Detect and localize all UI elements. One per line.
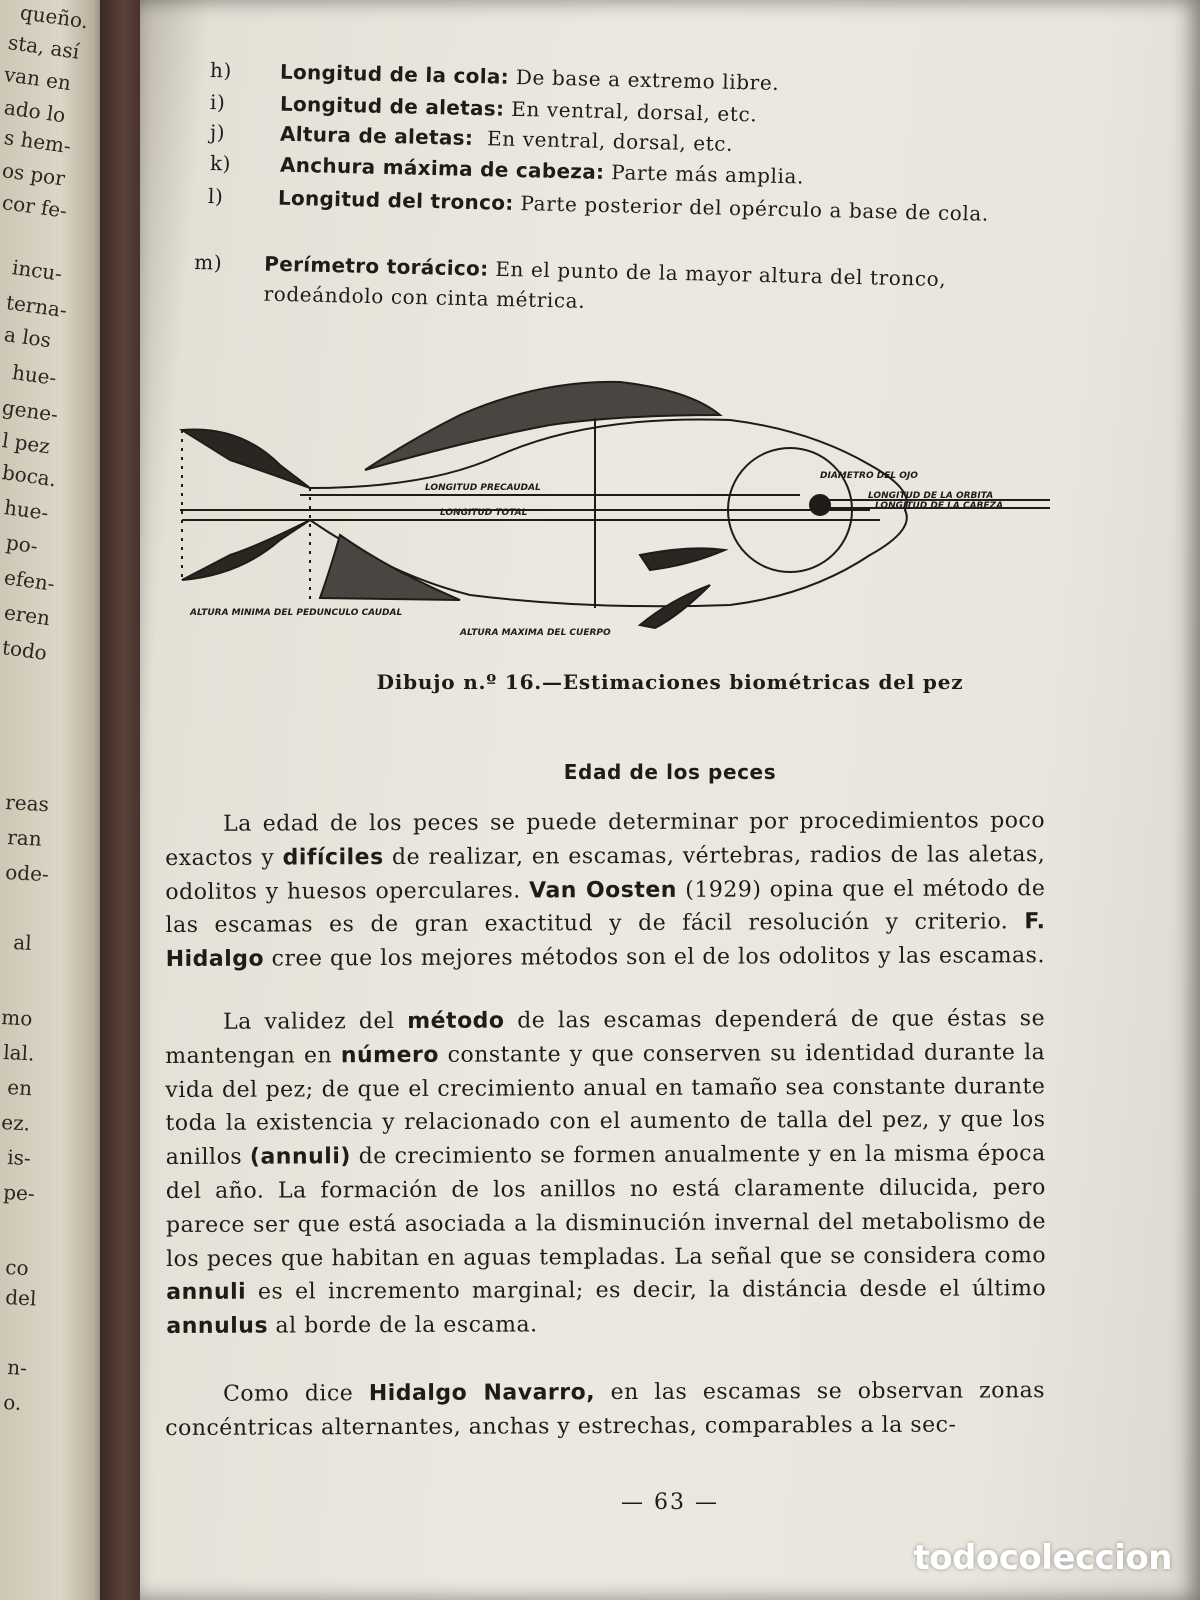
previous-page-text-fragment: ode- [4,860,50,887]
list-item: h) Longitud de la cola: De base a extremo libre. [209,58,780,95]
previous-page-text-fragment: l pez [0,428,52,459]
fish-biometrics-drawing [170,370,1050,660]
previous-page-text-fragment: sta, así [6,30,81,64]
previous-page-text-fragment: o. [2,1390,23,1415]
anal-fin [320,535,460,600]
label-peduncle: ALTURA MINIMA DEL PEDUNCULO CAUDAL [190,608,403,618]
previous-page-text-fragment: todo [0,635,49,666]
list-item: k) Anchura máxima de cabeza: Parte más amplia. [209,151,805,189]
list-term: Altura de aletas: [279,121,474,150]
previous-page-text-fragment: co [4,1255,30,1281]
previous-page-text-fragment: del [4,1285,38,1311]
previous-page-text-fragment: al [12,930,33,955]
previous-page-text-fragment: mo [0,1005,33,1031]
figure-caption: Dibujo n.º 16.—Estimaciones biométricas del pez [376,670,964,694]
book-page [140,0,1200,1600]
previous-page-text-fragment: hue- [10,360,58,390]
previous-page-text-fragment: incu- [10,255,64,286]
previous-page-text-fragment: queño. [18,0,90,34]
label-body-height: ALTURA MAXIMA DEL CUERPO [460,628,611,638]
list-term: Anchura máxima de cabeza: [279,152,605,184]
list-item: j) Altura de aletas: En ventral, dorsal, etc. [209,120,734,156]
label-total: LONGITUD TOTAL [440,508,528,518]
pectoral-fin [640,548,725,570]
previous-page-text-fragment: cor fe- [0,190,69,223]
list-term: Longitud de aletas: [279,91,505,121]
previous-page-text-fragment: po- [4,530,40,559]
list-item: l) Longitud del tronco: Parte posterior del opérculo a base de cola. [207,184,990,226]
previous-page-text-fragment: n- [6,1355,28,1380]
previous-page-text-fragment: terna- [4,290,69,323]
previous-page-text-fragment: eren [2,600,52,631]
caudal-fin-upper [182,429,310,488]
section-heading: Edad de los peces [563,760,777,784]
previous-page-text-fragment: lal. [2,1040,36,1066]
previous-page-text-fragment: ran [6,825,43,851]
previous-page-text-fragment: a los [2,322,53,353]
previous-page-text-fragment: ez. [0,1110,31,1136]
previous-page-text-fragment: boca. [0,460,58,492]
previous-page-text-fragment: os por [0,158,67,191]
page-number: — 63 — [621,1490,719,1515]
list-term: Longitud de la cola: [279,59,510,89]
fish-eye [810,495,830,515]
previous-page-text-fragment: reas [4,790,50,817]
dorsal-fin [365,382,720,470]
previous-page-edge [0,0,110,1600]
previous-page-text-fragment: ado lo [2,95,67,128]
list-item: m) Perímetro torácico: En el punto de la mayor altura del tronco, rodeándolo con cinta métrica. [194,250,947,313]
label-head: LONGITUD DE LA CABEZA [875,501,1004,511]
label-precaudal: LONGITUD PRECAUDAL [425,483,541,493]
previous-page-text-fragment: efen- [2,565,57,596]
previous-page-text-fragment: en [6,1075,33,1101]
paragraph: Como dice Hidalgo Navarro, en las escamas se observan zonas concéntricas alternantes, anchas y estrechas, comparables a la sec- [165,1378,1046,1441]
list-item: i) Longitud de aletas: En ventral, dorsal, etc. [209,90,758,127]
previous-page-text-fragment: s hem- [2,125,73,159]
previous-page-text-fragment: hue- [2,495,50,525]
label-orbit: LONGITUD DE LA ORBITA [868,491,994,501]
caudal-fin-lower [182,520,310,580]
previous-page-text-fragment: van en [2,62,73,96]
list-term: Perímetro torácico: [264,251,489,281]
paragraph: La validez del método de las escamas dependerá de que éstas se mantengan en número constante y que conserven su identidad durante la vida del pez; de que el crecimiento anual en tamaño sea constante durante toda la existencia y relacionado con el aumento de talla del pez, y que los anillos (annuli) de crecimiento se formen anualmente y en la misma época del año. La formación de los anillos no está claramente dilucida, pero parece ser que está asociada a la disminución invernal del metabolismo de los peces que habitan en aguas templadas. La señal que se considera como annuli es el incremento marginal; es decir, la distáncia desde el último annulus al borde de la escama. [165,1006,1047,1340]
watermark-logo: todocoleccion [913,1538,1172,1578]
label-eye: DIAMETRO DEL OJO [820,471,918,481]
list-term: Longitud del tronco: [277,185,514,215]
previous-page-text-fragment: is- [6,1145,32,1171]
previous-page-text-fragment: pe- [2,1180,36,1206]
paragraph: La edad de los peces se puede determinar por procedimientos poco exactos y difíciles de realizar, en escamas, vértebras, radios de las aletas, odolitos y huesos operculares. Van Oosten (1929) opina que el método de las escamas es de gran exactitud y de fácil resolución y criterio. F. Hidalgo cree que los mejores métodos son el de los odolitos y las escamas. [165,808,1046,973]
previous-page-text-fragment: gene- [0,395,60,427]
